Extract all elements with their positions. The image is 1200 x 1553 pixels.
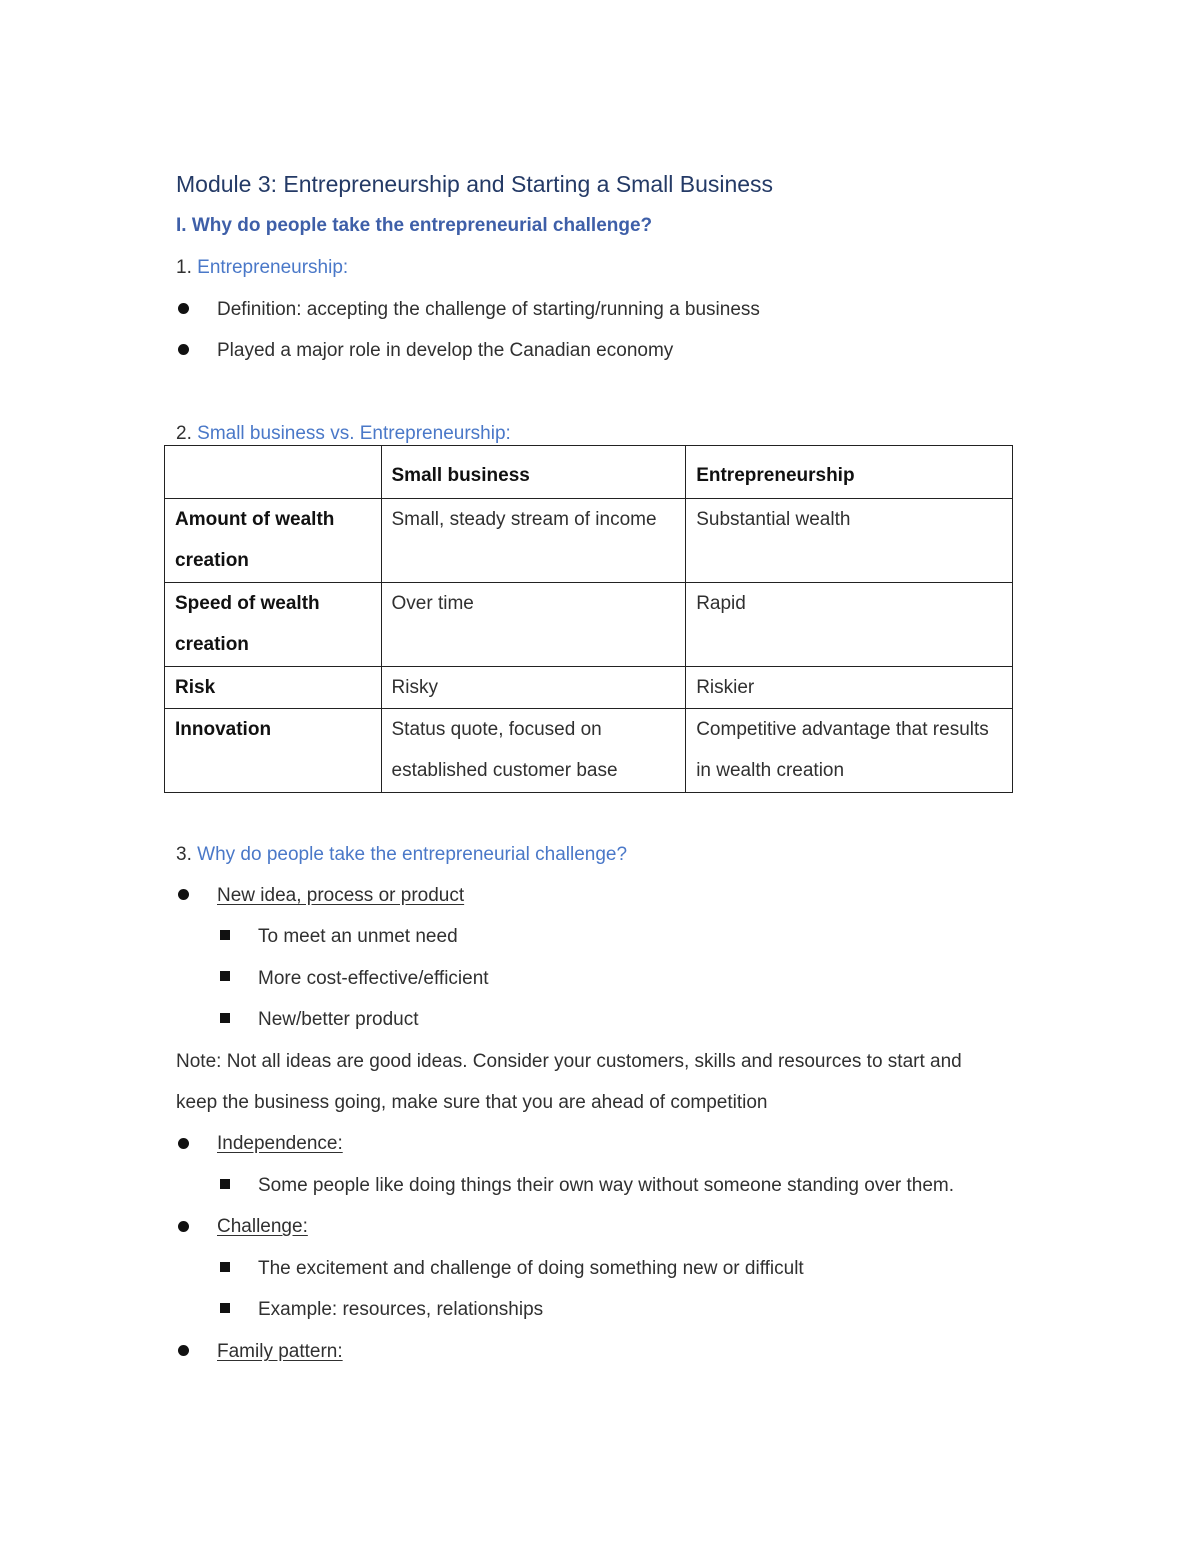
square-bullet-icon — [220, 930, 230, 940]
table-row — [165, 709, 1013, 793]
square-bullet-icon — [220, 971, 230, 981]
row-label: Innovation — [165, 709, 382, 793]
item-3-heading — [176, 844, 627, 866]
document-title: Module 3: Entrepreneurship and Starting a Small Business — [176, 171, 774, 197]
item-2-heading — [176, 423, 511, 445]
item-1-heading — [176, 257, 348, 279]
sub-list-item: New/better product — [258, 1009, 419, 1030]
sub-list-item: Example: resources, relationships — [258, 1299, 544, 1320]
table-cell: Substantial wealth — [686, 499, 1013, 583]
item-2-number: 2. — [176, 423, 192, 444]
item-2-label: Small business vs. Entrepreneurship: — [197, 423, 511, 444]
bullet-icon — [178, 1221, 189, 1232]
table-header-cell — [165, 446, 382, 499]
sub-list-item: To meet an unmet need — [258, 926, 458, 947]
bullet-icon — [178, 344, 189, 355]
table-cell: Small, steady stream of income — [381, 499, 686, 583]
sub-list-item: The excitement and challenge of doing something new or difficult — [258, 1258, 804, 1279]
reason-label: New idea, process or product — [217, 885, 465, 906]
table-header-cell: Entrepreneurship — [686, 446, 1013, 499]
section-heading: I. Why do people take the entrepreneurial challenge? — [176, 215, 653, 236]
table-cell: Rapid — [686, 583, 1013, 667]
reason-label: Independence: — [217, 1133, 343, 1154]
square-bullet-icon — [220, 1013, 230, 1023]
note-line: keep the business going, make sure that you are ahead of competition — [176, 1092, 768, 1113]
item-3-number: 3. — [176, 844, 192, 865]
bullet-icon — [178, 303, 189, 314]
square-bullet-icon — [220, 1179, 230, 1189]
reason-label: Challenge: — [217, 1216, 308, 1237]
sub-list-item: More cost-effective/efficient — [258, 968, 489, 989]
list-item: Played a major role in develop the Canadian economy — [217, 340, 674, 361]
bullet-icon — [178, 889, 189, 900]
table-cell: Riskier — [686, 667, 1013, 709]
table-header-cell: Small business — [381, 446, 686, 499]
note-line: Note: Not all ideas are good ideas. Consider your customers, skills and resources to start and — [176, 1051, 962, 1072]
row-label: Amount of wealth creation — [165, 499, 382, 583]
table-cell: Over time — [381, 583, 686, 667]
item-3-label: Why do people take the entrepreneurial challenge? — [197, 844, 628, 865]
row-label: Speed of wealth creation — [165, 583, 382, 667]
item-1-number: 1. — [176, 257, 192, 278]
item-1-label: Entrepreneurship: — [197, 257, 349, 278]
table-cell: Competitive advantage that results in wealth creation — [686, 709, 1013, 793]
sub-list-item: Some people like doing things their own way without someone standing over them. — [258, 1175, 955, 1196]
table-cell: Risky — [381, 667, 686, 709]
table-row — [165, 583, 1013, 667]
list-item: Definition: accepting the challenge of starting/running a business — [217, 299, 760, 320]
table-cell: Status quote, focused on established customer base — [381, 709, 686, 793]
square-bullet-icon — [220, 1262, 230, 1272]
table-row — [165, 499, 1013, 583]
square-bullet-icon — [220, 1303, 230, 1313]
reason-label: Family pattern: — [217, 1341, 343, 1362]
bullet-icon — [178, 1345, 189, 1356]
table-row — [165, 667, 1013, 709]
table-header-row — [165, 446, 1013, 499]
row-label: Risk — [165, 667, 382, 709]
comparison-table — [164, 445, 1013, 793]
bullet-icon — [178, 1138, 189, 1149]
